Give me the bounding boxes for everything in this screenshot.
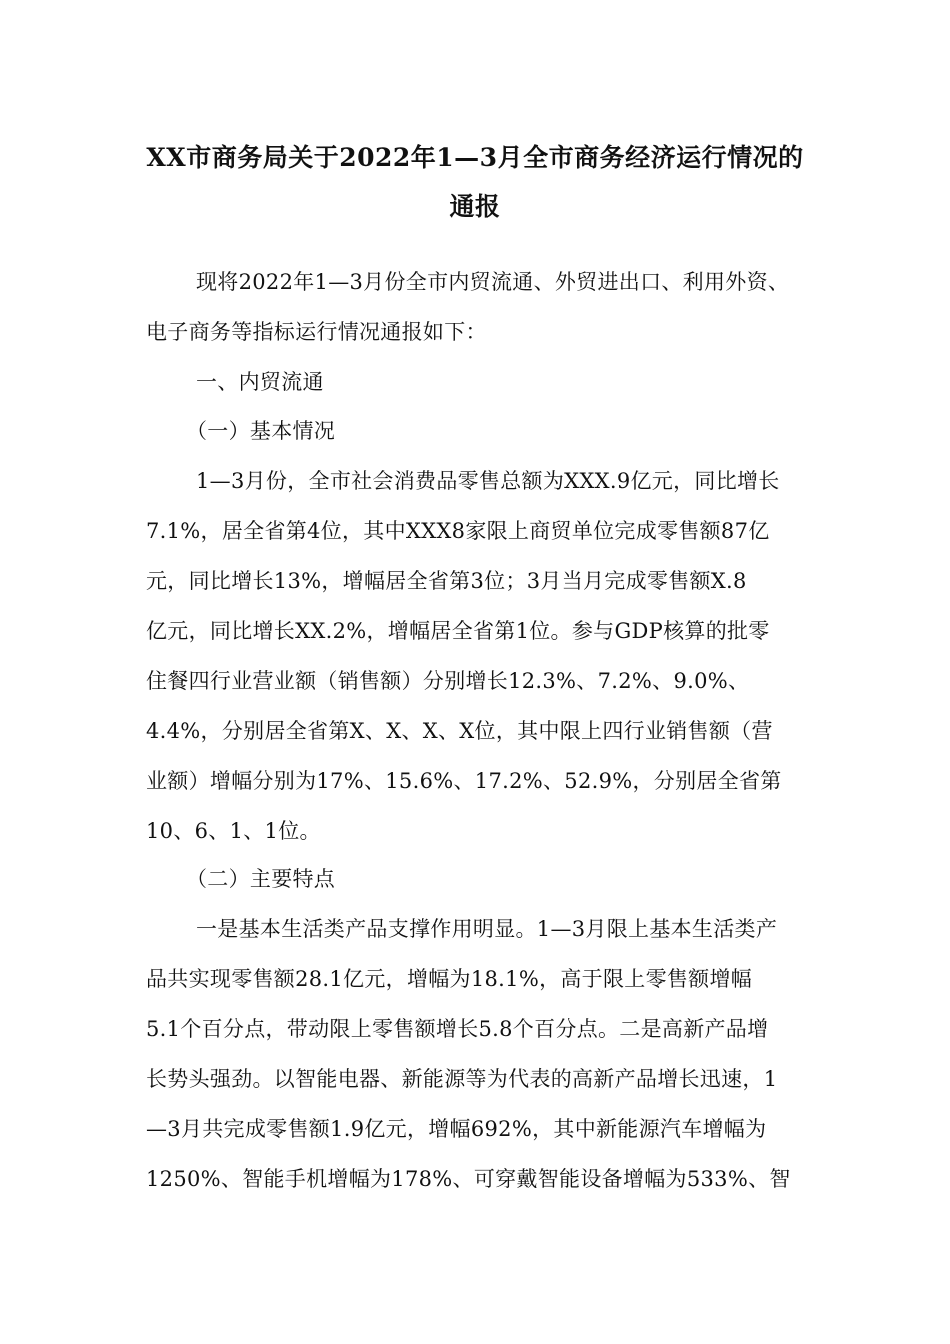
intro-line-2: 电子商务等指标运行情况通报如下： (146, 320, 487, 344)
paragraph-line: 5.1个百分点，带动限上零售额增长5.8个百分点。二是高新产品增 (146, 1017, 769, 1041)
paragraph-line: 1250%、智能手机增幅为178%、可穿戴智能设备增幅为533%、智 (146, 1167, 791, 1191)
paragraph-line: 亿元，同比增长XX.2%，增幅居全省第1位。参与GDP核算的批零 (146, 619, 770, 643)
paragraph-line: 住餐四行业营业额（销售额）分别增长12.3%、7.2%、9.0%、 (146, 669, 750, 693)
paragraph-line: 7.1%，居全省第4位，其中XXX8家限上商贸单位完成零售额87亿 (146, 519, 770, 543)
subsection-heading-basic-situation: （一）基本情况 (186, 419, 336, 443)
document-title-line-1: XX市商务局关于2022年1—3月全市商务经济运行情况的 (146, 143, 804, 172)
paragraph-line: 品共实现零售额28.1亿元，增幅为18.1%，高于限上零售额增幅 (146, 967, 753, 991)
document-title-line-2: 通报 (449, 192, 501, 221)
paragraph-line: 10、6、1、1位。 (146, 819, 321, 843)
paragraph-line: 长势头强劲。以智能电器、新能源等为代表的高新产品增长迅速，1 (146, 1067, 778, 1091)
paragraph-line: 元，同比增长13%，增幅居全省第3位；3月当月完成零售额X.8 (146, 569, 747, 593)
paragraph-line: —3月共完成零售额1.9亿元，增幅692%，其中新能源汽车增幅为 (146, 1117, 767, 1141)
paragraph-line: 4.4%，分别居全省第X、X、X、X位，其中限上四行业销售额（营 (146, 719, 773, 743)
intro-line-1: 现将2022年1—3月份全市内贸流通、外贸进出口、利用外资、 (196, 270, 790, 294)
section-heading-domestic-trade: 一、内贸流通 (196, 370, 324, 394)
paragraph-line: 一是基本生活类产品支撑作用明显。1—3月限上基本生活类产 (196, 917, 778, 941)
paragraph-line: 业额）增幅分别为17%、15.6%、17.2%、52.9%，分别居全省第 (146, 769, 782, 793)
paragraph-line: 1—3月份，全市社会消费品零售总额为XXX.9亿元，同比增长 (196, 469, 780, 493)
subsection-heading-main-features: （二）主要特点 (186, 867, 336, 891)
